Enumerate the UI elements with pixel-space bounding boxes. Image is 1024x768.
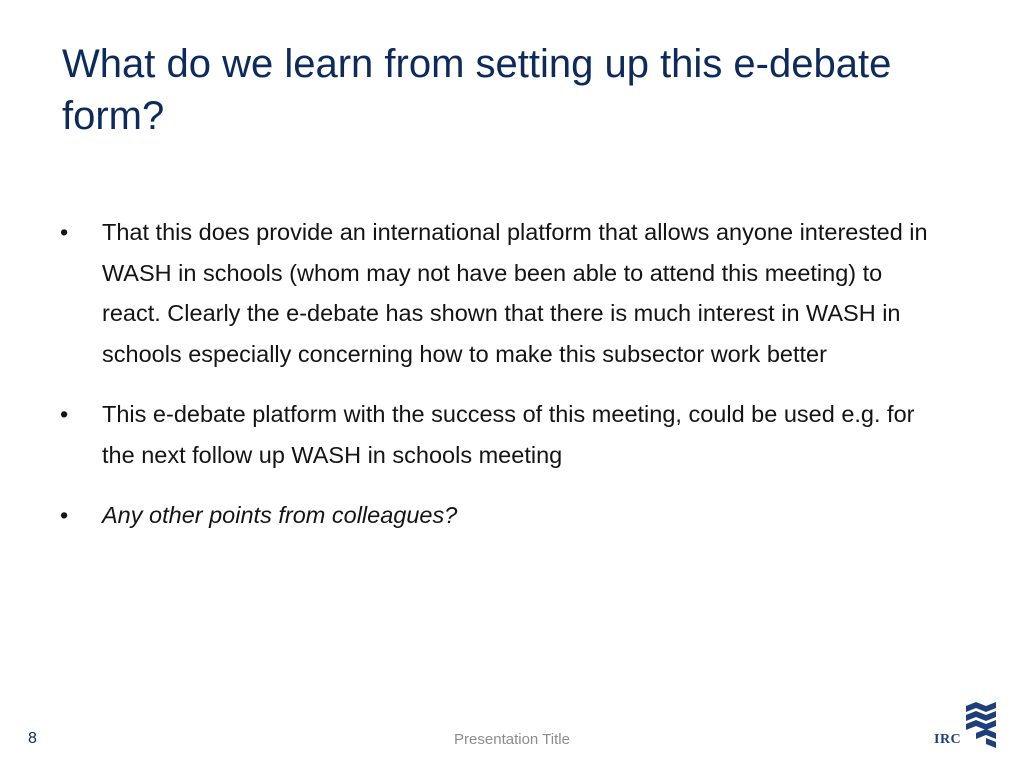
bullet-list xyxy=(60,212,940,556)
logo-text: IRC xyxy=(934,732,962,747)
bullet-item xyxy=(60,212,940,374)
bullet-item xyxy=(60,495,940,536)
bullet-mark: • xyxy=(60,502,69,528)
bullet-text: That this does provide an international platform that allows anyone interested in WASH in schools (whom may not have been able to attend this meeting) to react. Clearly the e-debate has shown that there is much interest in WASH in schools especially concerning how to make this subsector work better xyxy=(102,219,928,367)
bullet-mark: • xyxy=(60,219,69,245)
bullet-item xyxy=(60,394,940,475)
bullet-text: Any other points from colleagues? xyxy=(102,502,458,528)
slide-title: What do we learn from setting up this e-debate form? xyxy=(62,42,892,138)
bullet-text: This e-debate platform with the success of this meeting, could be used e.g. for the next follow up WASH in schools meeting xyxy=(102,401,915,468)
footer-presentation-title: Presentation Title xyxy=(454,731,570,748)
page-number: 8 xyxy=(28,730,37,747)
bullet-mark: • xyxy=(60,401,69,427)
